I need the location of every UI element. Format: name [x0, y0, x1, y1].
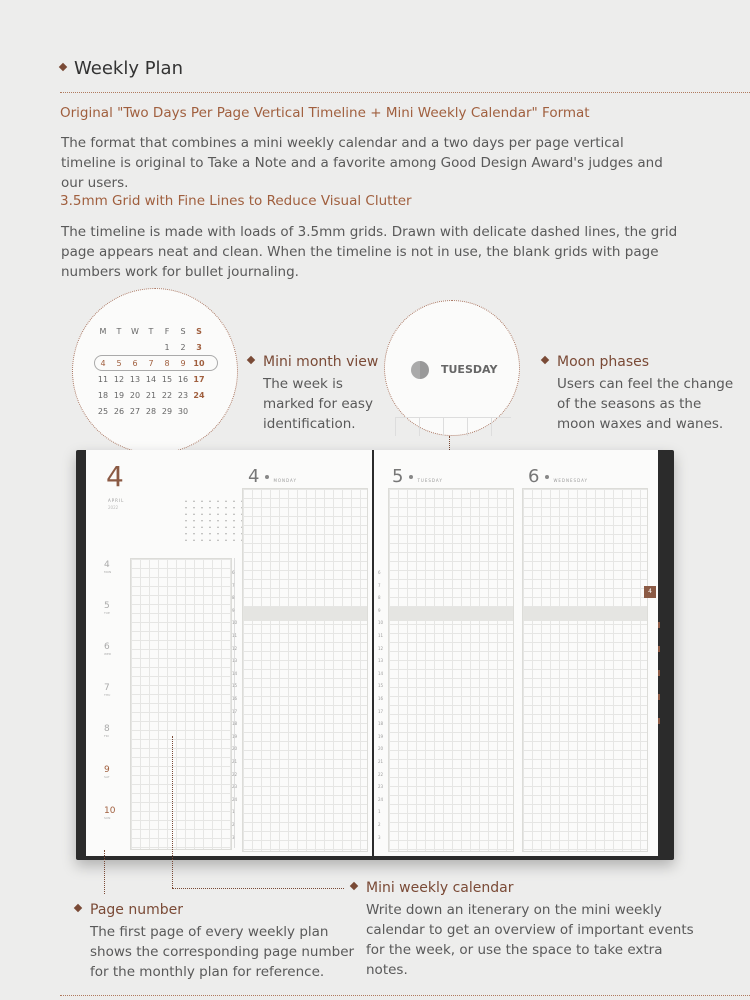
mini-weekly-callout: Mini weekly calendar Write down an itenerary on the mini weekly calendar to get an overview of important events for the week, or use the space to take extra notes.	[351, 880, 706, 980]
notebook-spread	[76, 450, 674, 860]
hour-label: 1	[378, 809, 381, 815]
month-index-tab[interactable]: 4	[644, 586, 656, 598]
week-highlight-ring	[94, 355, 218, 371]
calendar-day: 15	[161, 374, 173, 384]
weekday-header: T	[116, 326, 122, 336]
mini-month-callout: Mini month view The week is marked for easy identification.	[248, 354, 383, 434]
hour-label: 3	[232, 834, 235, 840]
week-list	[104, 560, 126, 850]
hour-label: 23	[232, 784, 238, 790]
right-page	[374, 450, 658, 856]
calendar-day: 3	[196, 342, 202, 352]
week-list-num: 6	[104, 642, 110, 652]
index-tabs	[658, 622, 660, 742]
mini-calendar-print	[182, 498, 242, 544]
hour-label: 23	[378, 784, 384, 790]
calendar-day: 7	[148, 358, 154, 368]
timeline-highlight	[523, 607, 647, 621]
weekday-header: F	[164, 326, 170, 336]
calendar-day: 23	[177, 390, 189, 400]
page-number-callout: Page number The first page of every weekly plan shows the corresponding page number for the monthly plan for reference.	[75, 902, 355, 982]
week-list-item	[104, 601, 110, 615]
hour-label: 7	[378, 582, 381, 588]
calendar-day	[127, 339, 143, 355]
hour-label: 16	[232, 696, 238, 701]
week-list-item	[104, 724, 110, 738]
calendar-day: 1	[164, 342, 170, 352]
hour-label: 12	[378, 645, 384, 651]
hour-label: 11	[378, 633, 384, 638]
calendar-day: 18	[97, 390, 109, 400]
grid-fragment	[395, 417, 511, 436]
hour-label: 21	[232, 759, 238, 764]
day-header-monday: 4 MONDAY	[248, 466, 297, 487]
hour-label: 2	[232, 822, 235, 827]
calendar-day: 2	[180, 342, 186, 352]
week-list-num: 5	[104, 601, 110, 611]
week-list-item	[104, 560, 111, 574]
weekday-header: M	[99, 326, 107, 336]
calendar-day: 27	[129, 406, 141, 416]
week-list-num: 7	[104, 683, 110, 693]
hour-label: 15	[378, 683, 384, 689]
calendar-day: 19	[113, 390, 125, 400]
hour-label: 22	[378, 771, 384, 777]
calendar-day: 9	[180, 358, 186, 368]
calendar-day: 13	[129, 374, 141, 384]
hour-label: 9	[232, 607, 235, 613]
hour-label: 18	[232, 721, 238, 727]
connector-line	[172, 736, 173, 888]
calendar-day: 4	[100, 358, 106, 368]
feature-body-2: The timeline is made with loads of 3.5mm grids. Drawn with delicate dashed lines, the grid page appears neat and clean. When the timeline is not in use, the blank grids with page numbers work for bullet journaling.	[61, 224, 678, 280]
calendar-day: 24	[193, 390, 205, 400]
hour-label: 18	[378, 721, 384, 727]
week-list-num: 10	[104, 806, 116, 816]
timeline-grid-monday	[242, 488, 368, 852]
calendar-day: 25	[97, 406, 109, 416]
calendar-day: 29	[161, 406, 173, 416]
hour-label: 17	[232, 708, 238, 714]
calendar-day: 17	[193, 374, 205, 384]
calendar-day	[111, 339, 127, 355]
day-header-tuesday: 5 TUESDAY	[392, 466, 443, 487]
week-list-day: THU	[104, 693, 111, 697]
month-label: APRIL	[108, 498, 125, 503]
week-list-day: TUE	[104, 611, 110, 615]
timeline-highlight	[243, 607, 367, 621]
calendar-day	[191, 403, 207, 419]
hour-label: 14	[378, 670, 384, 676]
hour-label: 7	[232, 582, 235, 588]
hour-label: 8	[378, 595, 381, 601]
hour-label: 2	[378, 822, 381, 827]
hour-label: 22	[232, 771, 238, 777]
calendar-day: 26	[113, 406, 125, 416]
hour-label: 8	[232, 595, 235, 601]
hour-label: 14	[232, 670, 238, 676]
hour-label: 13	[378, 658, 384, 664]
weekday-header: W	[131, 326, 139, 336]
moon-icon	[409, 475, 413, 479]
moon-day-label: TUESDAY	[441, 363, 498, 376]
mini-month-bubble	[72, 288, 238, 454]
calendar-day: 22	[161, 390, 173, 400]
hour-label: 19	[232, 733, 238, 739]
calendar-day: 8	[164, 358, 170, 368]
week-list-day: WED	[104, 652, 112, 656]
hour-label: 6	[232, 570, 235, 575]
week-list-num: 8	[104, 724, 110, 734]
hour-label: 6	[378, 570, 381, 575]
connector-line	[104, 850, 105, 894]
timeline-grid-wednesday	[522, 488, 648, 852]
moon-callout: Moon phases Users can feel the change of the seasons as the moon waxes and wanes.	[542, 354, 737, 434]
calendar-day: 10	[193, 358, 205, 368]
hour-label: 3	[378, 834, 381, 840]
hour-label: 24	[232, 796, 238, 802]
weekday-header: S	[180, 326, 186, 336]
calendar-day: 30	[177, 406, 189, 416]
week-list-num: 4	[104, 560, 110, 570]
year-label: 2022	[108, 505, 119, 510]
moon-icon	[545, 475, 549, 479]
week-list-day: MON	[104, 570, 112, 574]
week-list-item	[104, 765, 110, 779]
week-list-num: 9	[104, 765, 110, 775]
week-list-item	[104, 806, 115, 820]
section-title: Weekly Plan	[60, 58, 183, 79]
hour-label: 15	[232, 683, 238, 689]
calendar-day	[143, 339, 159, 355]
week-list-day: SAT	[104, 775, 110, 779]
diamond-bullet-icon	[59, 63, 67, 71]
connector-line	[172, 888, 344, 889]
diamond-bullet-icon	[541, 356, 549, 364]
weekday-header: T	[148, 326, 154, 336]
big-day-number: 4	[106, 460, 124, 493]
hour-label: 17	[378, 708, 384, 714]
calendar-day: 6	[132, 358, 138, 368]
calendar-day: 20	[129, 390, 141, 400]
moon-icon	[411, 361, 429, 379]
hour-label: 20	[232, 746, 238, 752]
calendar-day	[95, 339, 111, 355]
hour-label: 12	[232, 645, 238, 651]
feature-heading-1: Original "Two Days Per Page Vertical Timeline + Mini Weekly Calendar" Format	[60, 105, 590, 121]
mini-month-calendar	[95, 323, 207, 419]
hour-label: 24	[378, 796, 384, 802]
calendar-day: 16	[177, 374, 189, 384]
timeline-grid-tuesday	[388, 488, 514, 852]
hour-label: 21	[378, 759, 384, 764]
hour-label: 16	[378, 696, 384, 701]
calendar-day: 11	[97, 374, 109, 384]
mini-weekly-grid	[130, 558, 232, 850]
hour-label: 9	[378, 607, 381, 613]
diamond-bullet-icon	[350, 882, 358, 890]
hour-label: 20	[378, 746, 384, 752]
left-page	[86, 450, 372, 856]
divider	[60, 92, 750, 93]
hour-label: 13	[232, 658, 238, 664]
moon-phase-bubble	[384, 300, 520, 436]
diamond-bullet-icon	[74, 904, 82, 912]
calendar-day: 14	[145, 374, 157, 384]
hour-label: 10	[232, 620, 238, 626]
calendar-day: 28	[145, 406, 157, 416]
day-header-wednesday: 6 WEDNESDAY	[528, 466, 588, 487]
diamond-bullet-icon	[247, 356, 255, 364]
divider	[60, 995, 750, 996]
hour-label: 1	[232, 809, 235, 815]
calendar-day: 21	[145, 390, 157, 400]
hour-label: 19	[378, 733, 384, 739]
hour-label: 10	[378, 620, 384, 626]
weekday-header: S	[196, 326, 202, 336]
moon-icon	[265, 475, 269, 479]
week-list-item	[104, 642, 111, 656]
hour-labels	[378, 570, 388, 850]
hour-label: 11	[232, 633, 238, 638]
feature-heading-2: 3.5mm Grid with Fine Lines to Reduce Visual Clutter	[60, 193, 412, 209]
feature-body-1: The format that combines a mini weekly calendar and a two days per page vertical timeline is original to Take a Note and a favorite among Good Design Award's judges and our users.	[61, 135, 663, 191]
calendar-day: 5	[116, 358, 122, 368]
week-list-day: FRI	[104, 734, 109, 738]
week-list-item	[104, 683, 110, 697]
week-list-day: SUN	[104, 816, 111, 820]
calendar-day: 12	[113, 374, 125, 384]
timeline-highlight	[389, 607, 513, 621]
